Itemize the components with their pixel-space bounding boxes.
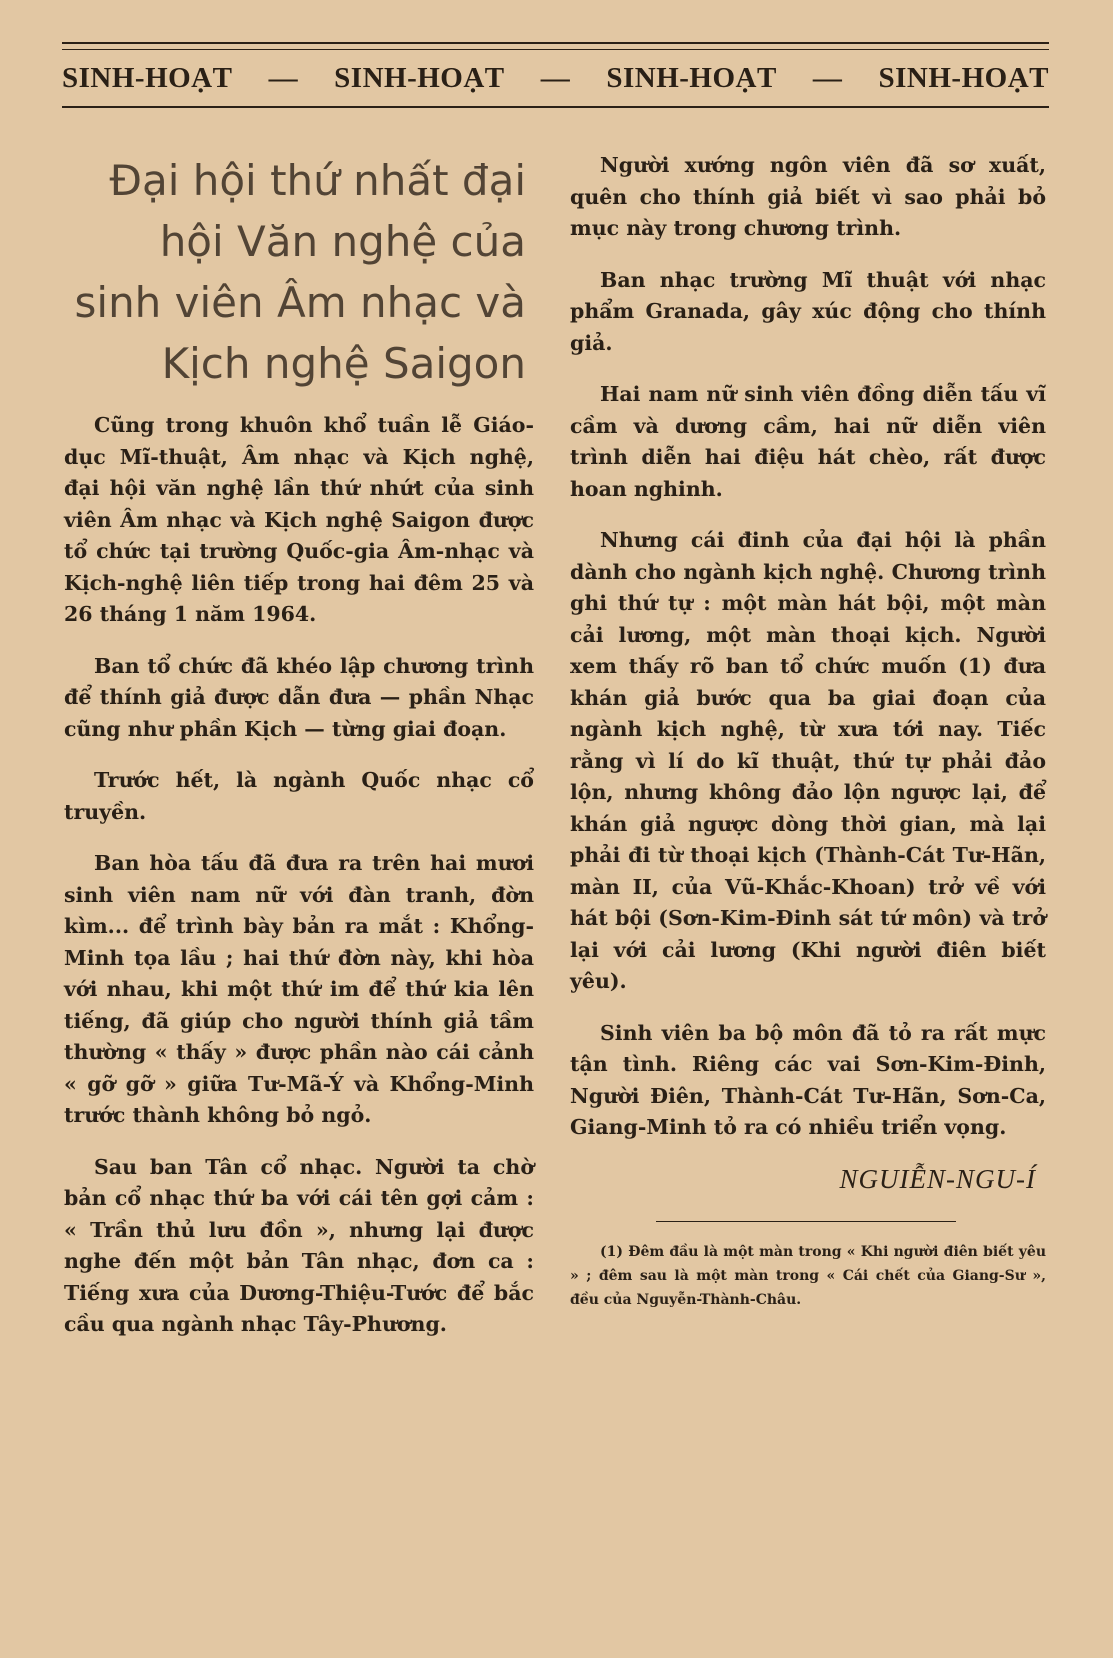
paragraph: Ban hòa tấu đã đưa ra trên hai mươi sinh viên nam nữ với đàn tranh, đờn kìm... để trình bày bản ra mắt : Khổng-Minh tọa lầu ; hai thứ đờn này, khi hòa với nhau, khi một thứ im để thứ kia lên tiếng, đã giúp cho người thính giả tầm thường « thấy » được phần nào cái cảnh « gỡ gỡ » giữa Tư-Mã-Ý và Khổng-Minh trước thành không bỏ ngỏ. <box>64 851 534 1127</box>
header-rule <box>62 106 1049 108</box>
right-column <box>570 150 1046 1312</box>
header-separator: — <box>268 61 299 94</box>
left-column <box>64 150 534 1361</box>
author-signature: NGUIỄN-NGU-Í <box>839 1163 1036 1194</box>
paragraph: Trước hết, là ngành Quốc nhạc cổ truyền. <box>64 768 534 824</box>
paragraph: Ban tổ chức đã khéo lập chương trình để thính giả được dẫn đưa — phần Nhạc cũng như phần Kịch — từng giai đoạn. <box>64 653 534 741</box>
paragraph: Ban nhạc trường Mĩ thuật với nhạc phẩm Granada, gây xúc động cho thính giả. <box>570 267 1046 355</box>
header-separator: — <box>812 61 843 94</box>
header-separator: — <box>540 61 571 94</box>
footnote-rule <box>656 1221 956 1222</box>
paragraph: Sinh viên ba bộ môn đã tỏ ra rất mực tận tình. Riêng các vai Sơn-Kim-Đinh, Người Điên, Thành-Cát Tư-Hãn, Sơn-Ca, Giang-Minh tỏ ra có nhiều triển vọng. <box>570 1020 1046 1139</box>
header-item: SINH-HOẠT <box>62 61 233 94</box>
header-item: SINH-HOẠT <box>606 61 777 94</box>
top-rule-thin <box>62 49 1049 50</box>
article-title: Đại hội thứ nhất đại hội Văn nghệ của sinh viên Âm nhạc và Kịch nghệ Saigon <box>74 156 526 388</box>
paragraph: Sau ban Tân cổ nhạc. Người ta chờ bản cổ nhạc thứ ba với cái tên gợi cảm : « Trần thủ lưu đồn », nhưng lại được nghe đến một bản Tân nhạc, đơn ca : Tiếng xưa của Dương-Thiệu-Tước để bắc cầu qua ngành nhạc Tây-Phương. <box>64 1154 534 1336</box>
header-item: SINH-HOẠT <box>334 61 505 94</box>
paragraph: Cũng trong khuôn khổ tuần lễ Giáo-dục Mĩ-thuật, Âm nhạc và Kịch nghệ, đại hội văn nghệ lần thứ nhứt của sinh viên Âm nhạc và Kịch nghệ Saigon được tổ chức tại trường Quốc-gia Âm-nhạc và Kịch-nghệ liên tiếp trong hai đêm 25 và 26 tháng 1 năm 1964. <box>64 413 534 626</box>
top-rule <box>62 42 1049 44</box>
footnote: (1) Đêm đầu là một màn trong « Khi người điên biết yêu » ; đêm sau là một màn trong « Cái chết của Giang-Sư », đều của Nguyễn-Thành-Châu. <box>570 1243 1046 1308</box>
paragraph: Người xướng ngôn viên đã sơ xuất, quên cho thính giả biết vì sao phải bỏ mục này trong chương trình. <box>570 153 1046 240</box>
header-item: SINH-HOẠT <box>878 61 1049 94</box>
paragraph: Hai nam nữ sinh viên đồng diễn tấu vĩ cầm và dương cầm, hai nữ diễn viên trình diễn hai điệu hát chèo, rất được hoan nghinh. <box>570 382 1046 501</box>
running-header <box>62 56 1049 100</box>
paragraph: Nhưng cái đinh của đại hội là phần dành cho ngành kịch nghệ. Chương trình ghi thứ tự : một màn hát bội, một màn cải lương, một màn thoại kịch. Người xem thấy rõ ban tổ chức muốn (1) đưa khán giả bước qua ba giai đoạn của ngành kịch nghệ, từ xưa tới nay. Tiếc rằng vì lí do kĩ thuật, thứ tự phải đảo lộn, nhưng không đảo lộn ngược lại, để khán giả ngược dòng thời gian, mà lại phải đi từ thoại kịch (Thành-Cát Tư-Hãn, màn II, của Vũ-Khắc-Khoan) trở về với hát bội (Sơn-Kim-Đinh sát tứ môn) và trở lại với cải lương (Khi người điên biết yêu). <box>570 528 1046 993</box>
